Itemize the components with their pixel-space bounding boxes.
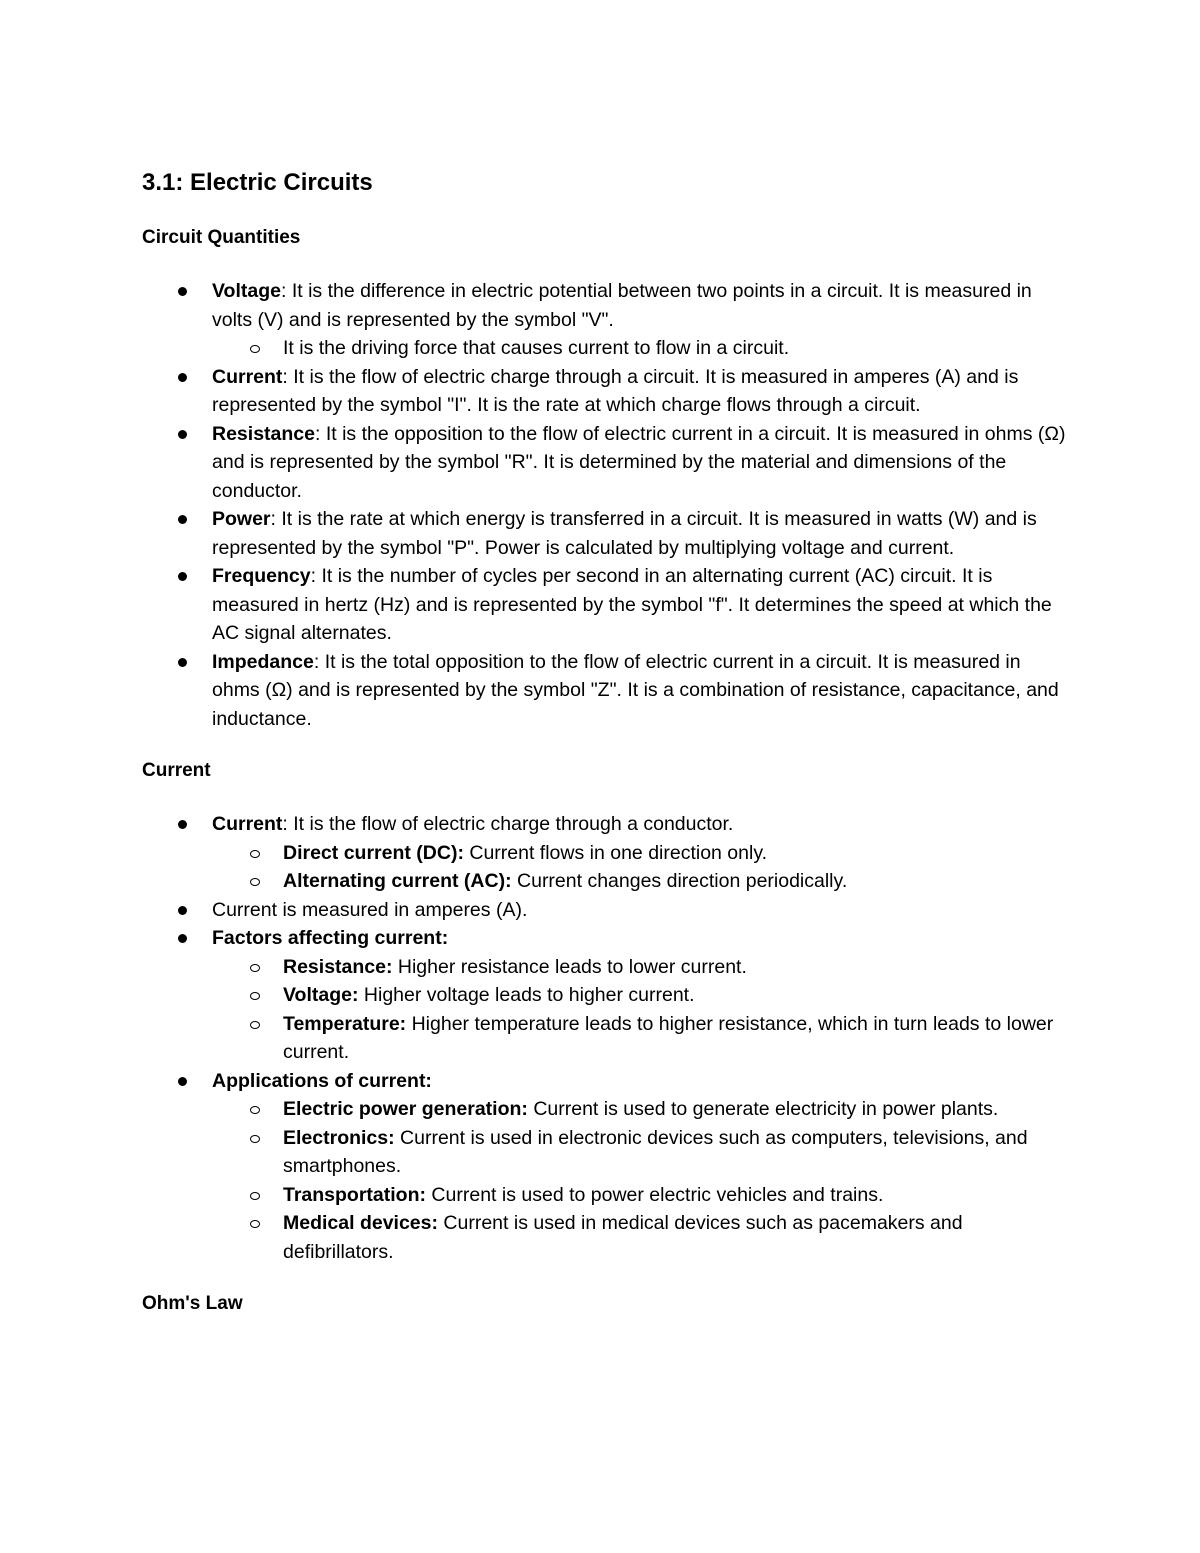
list-item-factors	[142, 924, 1072, 1067]
bullet-icon	[178, 430, 187, 439]
sub-item-text: Current flows in one direction only.	[463, 841, 768, 864]
term: Applications of current:	[212, 1069, 432, 1092]
sub-item-transportation	[212, 1181, 1072, 1210]
circuit-quantities-list	[142, 277, 1072, 733]
separator: :	[310, 565, 322, 587]
bullet-icon	[178, 658, 187, 667]
separator: :	[314, 422, 326, 445]
separator: :	[270, 508, 282, 530]
definition: It is the opposition to the flow of electric current in a circuit. It is measured in ohms (Ω) and is represented by the symbol "R". It is determined by the material and dimensions of the conductor.	[212, 422, 1066, 502]
sub-item-text: Current changes direction periodically.	[511, 870, 848, 892]
circle-bullet-icon	[250, 878, 260, 886]
term: Impedance	[212, 650, 314, 673]
sub-item-text: Higher voltage leads to higher current.	[358, 984, 695, 1006]
sub-item-ac	[212, 867, 1072, 896]
sub-term: Transportation:	[283, 1183, 427, 1206]
bullet-icon	[178, 287, 187, 296]
sub-item-text: Higher temperature leads to higher resistance, which in turn leads to lower current.	[283, 1012, 1054, 1063]
definition: It is the difference in electric potential between two points in a circuit. It is measured in volts (V) and is represented by the symbol "V".	[212, 280, 1032, 331]
item-text: Current is measured in amperes (A).	[212, 898, 528, 921]
sub-item-text: Current is used in electronic devices such as computers, televisions, and smartphones.	[283, 1126, 1028, 1177]
bullet-icon	[178, 820, 187, 829]
section-heading-circuit-quantities: Circuit Quantities	[142, 227, 301, 248]
list-item-applications	[142, 1067, 1072, 1267]
term: Frequency	[212, 565, 311, 587]
list-item-current	[142, 363, 1072, 420]
sub-item-text: Current is used to power electric vehicles and trains.	[426, 1183, 884, 1206]
separator: :	[313, 650, 325, 673]
sub-term: Direct current (DC):	[283, 841, 464, 864]
definition: It is the total opposition to the flow of electric current in a circuit. It is measured in ohms (Ω) and is represented by the symbol "Z". It is a combination of resistance, capacitance, and inductance.	[212, 650, 1059, 730]
sub-item-dc	[212, 839, 1072, 868]
current-list	[142, 810, 1072, 1266]
sub-term: Resistance:	[283, 955, 393, 978]
term: Voltage	[212, 280, 281, 302]
term: Current	[212, 813, 283, 835]
term: Current	[212, 365, 283, 388]
document-body	[142, 164, 1072, 1318]
sub-item-medical-devices	[212, 1209, 1072, 1266]
list-item-frequency	[142, 562, 1072, 648]
sub-item	[212, 334, 1072, 363]
sub-item-temperature	[212, 1010, 1072, 1067]
definition: It is the flow of electric charge through a circuit. It is measured in amperes (A) and is represented by the symbol "I". It is the rate at which charge flows through a circuit.	[212, 365, 1019, 416]
list-item-voltage	[142, 277, 1072, 363]
separator: :	[282, 813, 294, 835]
term: Resistance	[212, 422, 315, 445]
bullet-icon	[178, 934, 187, 943]
list-item-power	[142, 505, 1072, 562]
list-item-impedance	[142, 648, 1072, 734]
sub-item-voltage	[212, 981, 1072, 1010]
sub-term: Alternating current (AC):	[283, 870, 512, 892]
circle-bullet-icon	[250, 850, 260, 858]
circle-bullet-icon	[250, 1021, 260, 1029]
circle-bullet-icon	[250, 1220, 260, 1228]
separator: :	[282, 365, 294, 388]
list-item-resistance	[142, 420, 1072, 506]
sub-item-electronics	[212, 1124, 1072, 1181]
sub-item-text: Higher resistance leads to lower current.	[392, 955, 747, 978]
bullet-icon	[178, 515, 187, 524]
definition: It is the flow of electric charge through a conductor.	[293, 813, 734, 835]
bullet-icon	[178, 906, 187, 915]
page-title: 3.1: Electric Circuits	[142, 169, 373, 196]
sub-item-text: It is the driving force that causes current to flow in a circuit.	[283, 337, 790, 359]
sub-item-power-generation	[212, 1095, 1072, 1124]
list-item-current-definition	[142, 810, 1072, 896]
circle-bullet-icon	[250, 1106, 260, 1114]
circle-bullet-icon	[250, 964, 260, 972]
sub-term: Electronics:	[283, 1126, 395, 1149]
sub-term: Medical devices:	[283, 1212, 438, 1234]
separator: :	[280, 280, 292, 302]
sub-term: Voltage:	[283, 984, 359, 1006]
section-heading-current: Current	[142, 760, 211, 781]
circle-bullet-icon	[250, 1192, 260, 1200]
sub-item-text: Current is used in medical devices such as pacemakers and defibrillators.	[283, 1212, 963, 1263]
sub-term: Temperature:	[283, 1012, 407, 1035]
circle-bullet-icon	[250, 992, 260, 1000]
definition: It is the number of cycles per second in an alternating current (AC) circuit. It is measured in hertz (Hz) and is represented by the symbol "f". It determines the speed at which the AC signal alternates.	[212, 565, 1052, 644]
list-item-current-units	[142, 896, 1072, 925]
sub-item-resistance	[212, 953, 1072, 982]
bullet-icon	[178, 1077, 187, 1086]
term: Power	[212, 508, 271, 530]
sub-term: Electric power generation:	[283, 1098, 528, 1120]
term: Factors affecting current:	[212, 927, 449, 949]
bullet-icon	[178, 572, 187, 581]
circle-bullet-icon	[250, 1135, 260, 1143]
sub-item-text: Current is used to generate electricity in power plants.	[527, 1098, 999, 1120]
circle-bullet-icon	[250, 345, 260, 353]
bullet-icon	[178, 373, 187, 382]
definition: It is the rate at which energy is transferred in a circuit. It is measured in watts (W) and is represented by the symbol "P". Power is calculated by multiplying voltage and current.	[212, 508, 1037, 559]
section-heading-ohms-law: Ohm's Law	[142, 1293, 243, 1314]
